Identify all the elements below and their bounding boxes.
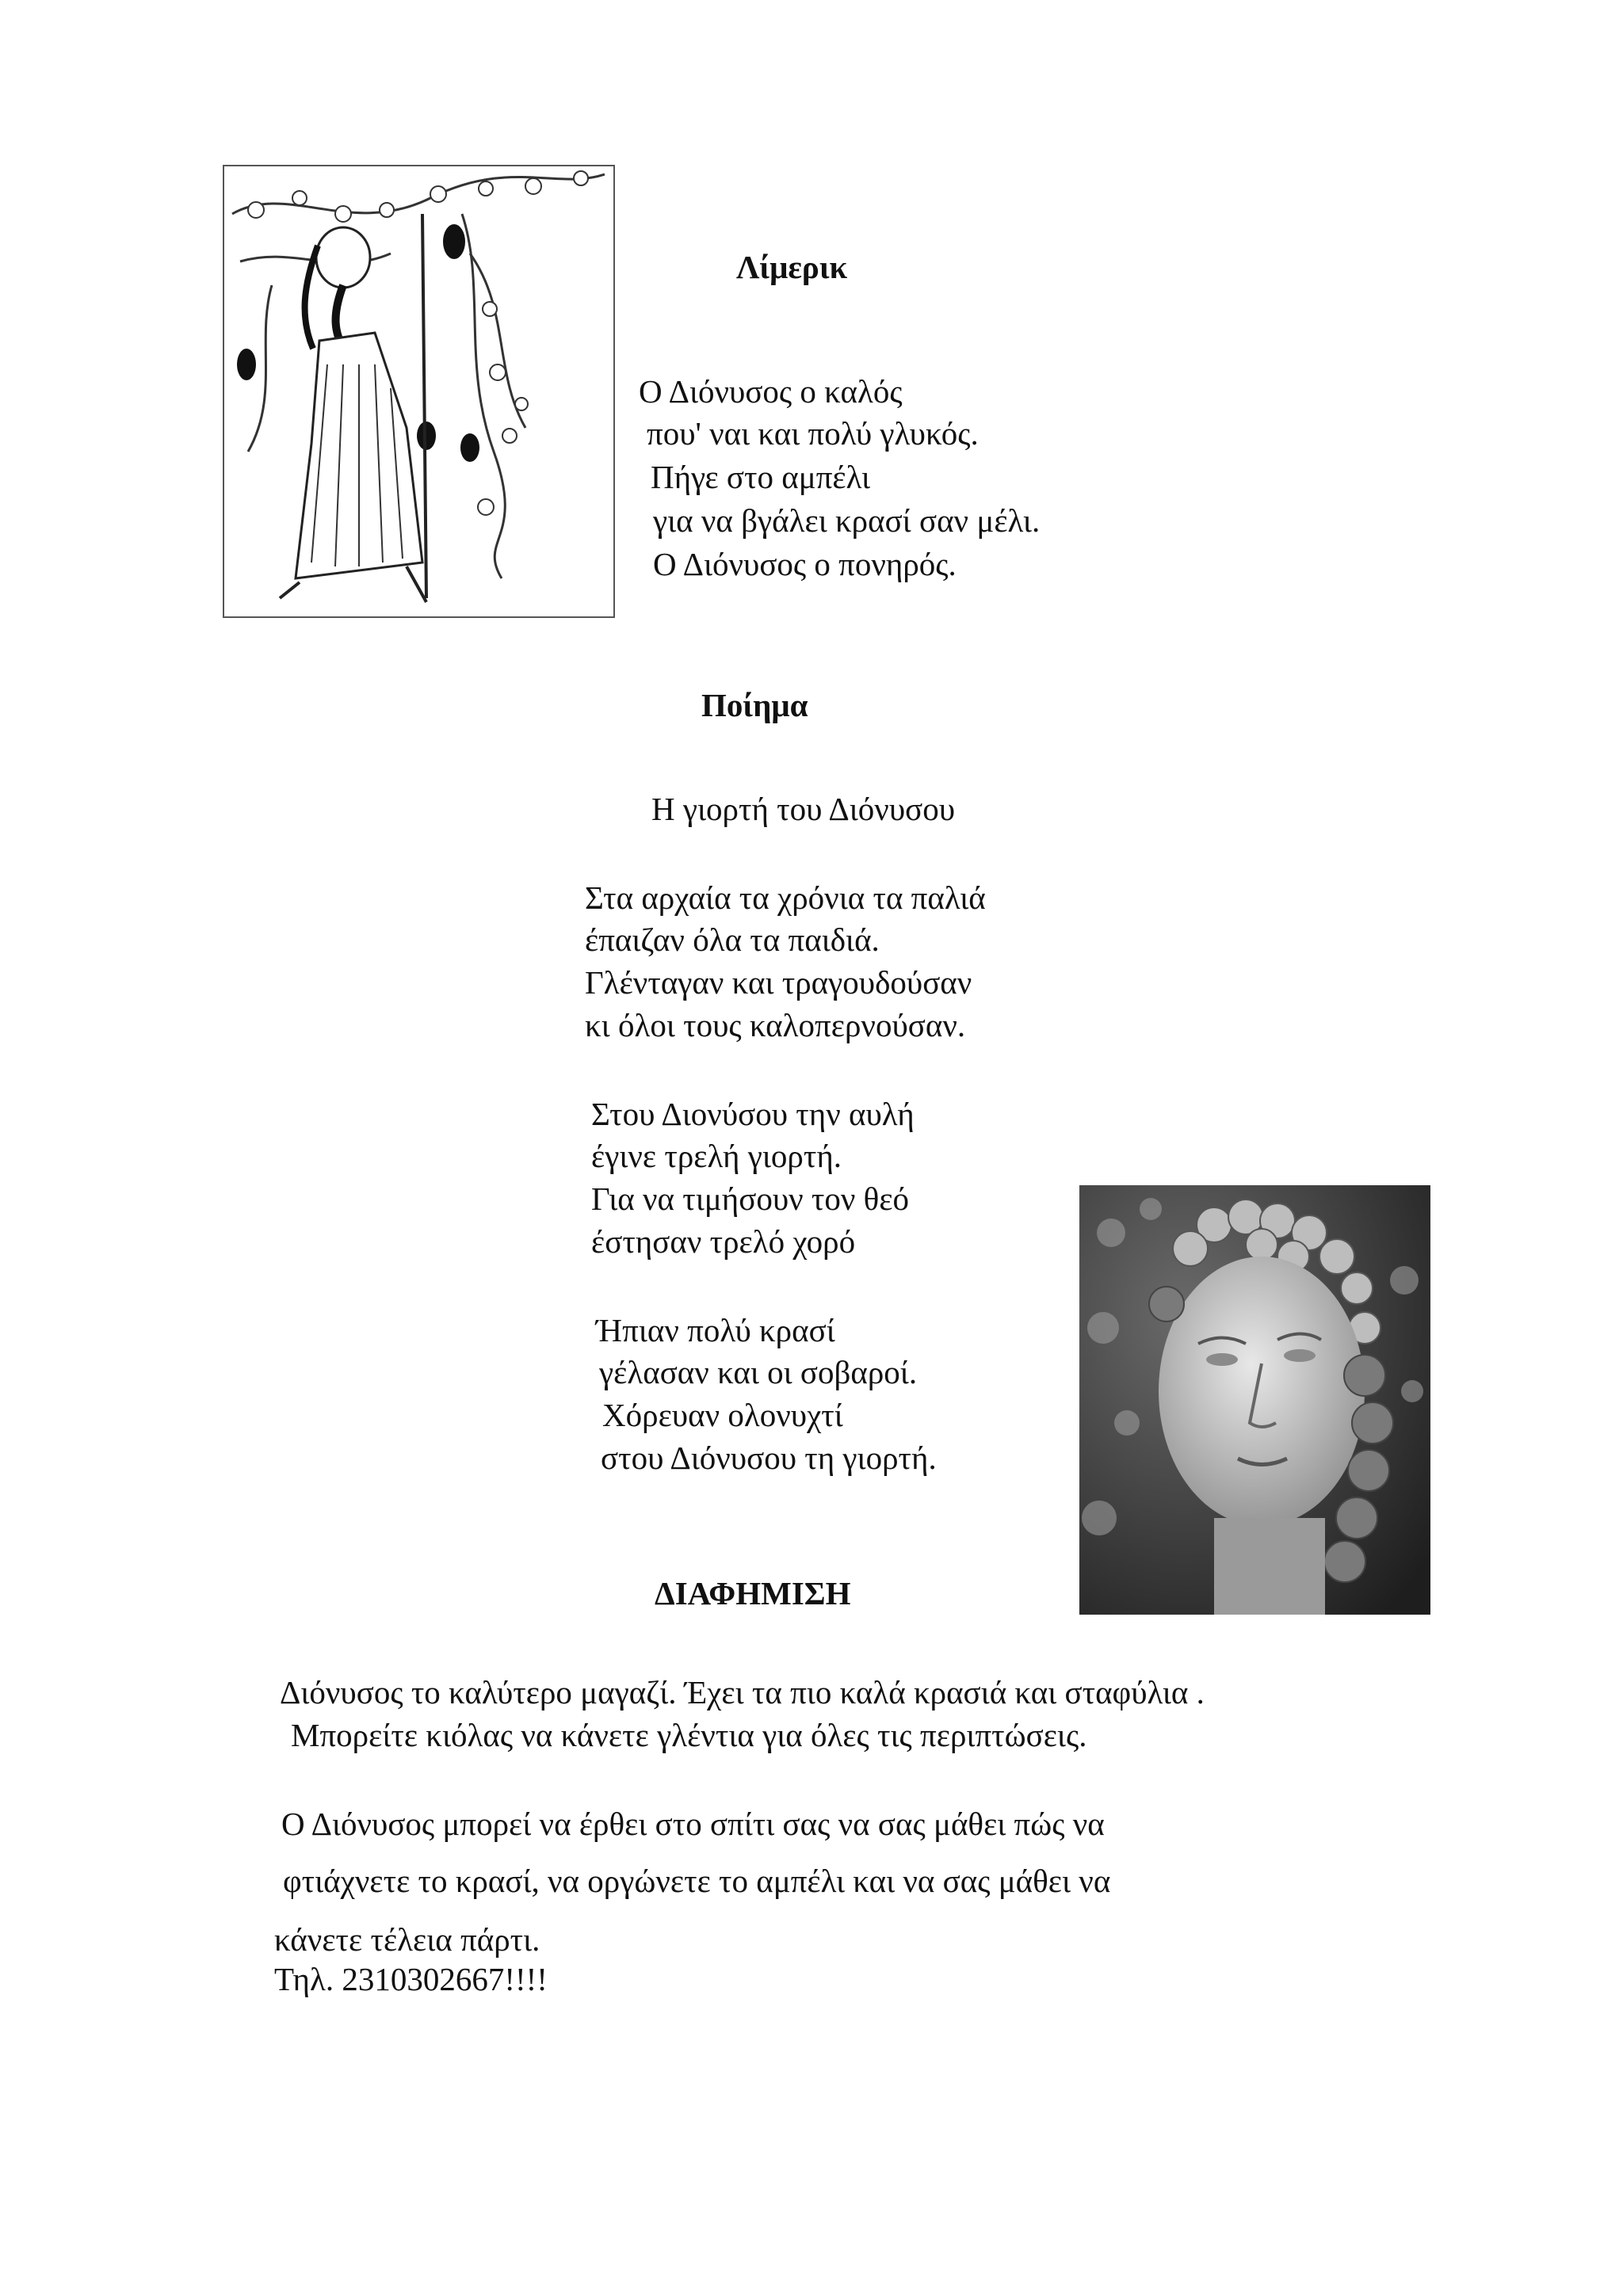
ad-title: ΔΙΑΦΗΜΙΣΗ — [655, 1575, 851, 1611]
limerick-line: Ο Διόνυσος ο πονηρός. — [653, 546, 957, 582]
dionysus-vase-drawing — [223, 165, 615, 618]
limerick-line: Ο Διόνυσος ο καλός — [639, 373, 903, 410]
poem-line: κι όλοι τους καλοπερνούσαν. — [585, 1007, 966, 1043]
ad-line: φτιάχνετε το κρασί, να οργώνετε το αμπέλι και να σας μάθει να — [283, 1863, 1111, 1899]
ad-line: κάνετε τέλεια πάρτι. — [274, 1921, 540, 1958]
poem-line: Στου Διονύσου την αυλή — [591, 1096, 915, 1132]
poem-line: Ήπιαν πολύ κρασί — [596, 1312, 835, 1348]
poem-line: γέλασαν και οι σοβαροί. — [599, 1354, 918, 1390]
limerick-line: που' ναι και πολύ γλυκός. — [647, 415, 979, 452]
poem-line: Χόρευαν ολονυχτί — [602, 1397, 843, 1433]
dionysus-figure-icon — [224, 166, 613, 616]
limerick-line: για να βγάλει κρασί σαν μέλι. — [653, 502, 1041, 539]
dionysus-statue-photo — [1079, 1185, 1430, 1615]
poem-line: έστησαν τρελό χορό — [591, 1223, 856, 1260]
limerick-line: Πήγε στο αμπέλι — [651, 459, 871, 495]
statue-head-icon — [1079, 1185, 1430, 1615]
ad-line: Διόνυσος το καλύτερο μαγαζί. Έχει τα πιο καλά κρασιά και σταφύλια . — [280, 1674, 1205, 1711]
ad-line: Μπορείτε κιόλας να κάνετε γλέντια για όλες τις περιπτώσεις. — [291, 1717, 1087, 1753]
poem-title: Η γιορτή του Διόνυσου — [651, 791, 956, 827]
ad-line: Ο Διόνυσος μπορεί να έρθει στο σπίτι σας να σας μάθει πώς να — [281, 1806, 1105, 1842]
poem-line: έγινε τρελή γιορτή. — [591, 1138, 842, 1174]
poem-line: έπαιζαν όλα τα παιδιά. — [585, 921, 880, 958]
ad-phone: Τηλ. 2310302667!!!! — [274, 1961, 548, 1997]
poem-line: Για να τιμήσουν τον θεό — [591, 1180, 910, 1217]
poem-line: Γλένταγαν και τραγουδούσαν — [585, 964, 972, 1001]
limerick-title: Λίμερικ — [736, 249, 848, 285]
poem-line: Στα αρχαία τα χρόνια τα παλιά — [585, 879, 986, 916]
poem-line: στου Διόνυσου τη γιορτή. — [601, 1440, 937, 1476]
poem-section-title: Ποίημα — [701, 687, 808, 723]
